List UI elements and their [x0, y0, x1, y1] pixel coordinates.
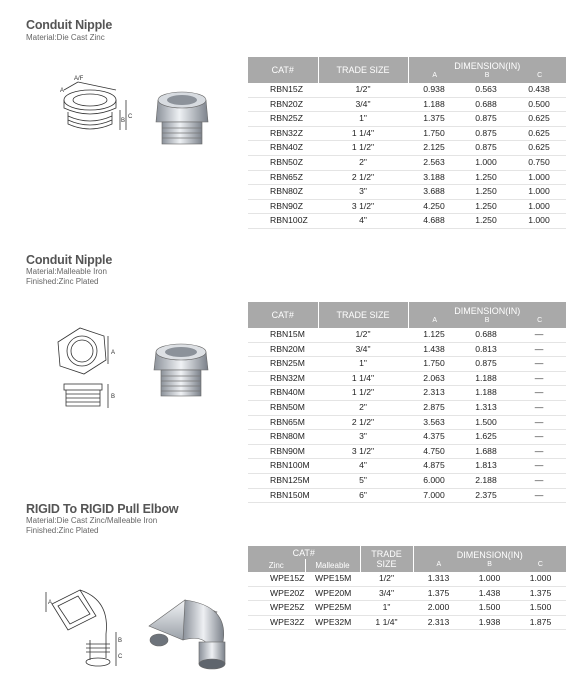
table-cell: 0.625 — [512, 112, 566, 127]
table-row — [248, 601, 566, 616]
table-cell: 2" — [318, 155, 408, 170]
table-cell: WPE15Z — [248, 572, 305, 586]
table-cell: 0.688 — [460, 328, 512, 342]
table-cell: 1.750 — [408, 126, 460, 141]
label-a: A — [48, 600, 53, 606]
table-cell: 1" — [318, 112, 408, 127]
table-cell: 3.188 — [408, 170, 460, 185]
table-row — [248, 459, 566, 474]
label-c: C — [118, 654, 123, 660]
table-row — [248, 386, 566, 401]
table-row — [248, 185, 566, 200]
table-row — [248, 170, 566, 185]
table-cell: 1.188 — [408, 97, 460, 112]
table-cell: WPE15M — [305, 572, 360, 586]
pull-elbow-drawing — [40, 582, 136, 674]
header-trade-size: TRADE SIZE — [318, 57, 408, 83]
table-cell: 1.250 — [460, 199, 512, 214]
table-cell: 1.250 — [460, 185, 512, 200]
table-row — [248, 97, 566, 112]
table-cell: RBN20M — [248, 342, 318, 357]
nipple-iron-photo — [150, 340, 212, 408]
table-cell: 1.500 — [464, 601, 515, 616]
table-row — [248, 473, 566, 488]
table-row — [248, 342, 566, 357]
table-cell: — — [512, 371, 566, 386]
table-cell: RBN65Z — [248, 170, 318, 185]
table-cell: 1.813 — [460, 459, 512, 474]
table-cell: 2 1/2" — [318, 415, 408, 430]
header-cat: CAT# — [248, 57, 318, 83]
table-cell: 2.313 — [413, 615, 464, 630]
table-cell: WPE32M — [305, 615, 360, 630]
table-cell: 1/2" — [318, 328, 408, 342]
table-cell: 1.000 — [460, 155, 512, 170]
table-cell: RBN25Z — [248, 112, 318, 127]
table-cell: 2 1/2" — [318, 170, 408, 185]
table-row — [248, 83, 566, 97]
table-row — [248, 357, 566, 372]
table-cell: 2.000 — [413, 601, 464, 616]
label-a: A — [111, 350, 116, 356]
table-cell: 1.375 — [515, 586, 566, 601]
table-cell: RBN100Z — [248, 214, 318, 229]
table-cell: 1.000 — [512, 170, 566, 185]
table-cell: RBN150M — [248, 488, 318, 503]
table-cell: 1/2" — [360, 572, 413, 586]
table-cell: 1.375 — [408, 112, 460, 127]
table-cell: 7.000 — [408, 488, 460, 503]
table-cell: 0.688 — [460, 97, 512, 112]
table-cell: RBN40M — [248, 386, 318, 401]
table-cell: — — [512, 473, 566, 488]
table-cell: 2.188 — [460, 473, 512, 488]
table-cell: 3.563 — [408, 415, 460, 430]
table-cell: RBN32Z — [248, 126, 318, 141]
table-cell: 1.188 — [460, 371, 512, 386]
table-cell: RBN20Z — [248, 97, 318, 112]
table-cell: WPE32Z — [248, 615, 305, 630]
table-row — [248, 112, 566, 127]
table-cell: 3/4" — [360, 586, 413, 601]
table-cell: RBN25M — [248, 357, 318, 372]
table-cell: 0.813 — [460, 342, 512, 357]
table-cell: 1.188 — [460, 386, 512, 401]
table-cell: 2.125 — [408, 141, 460, 156]
table-cell: 3" — [318, 430, 408, 445]
table-cell: RBN32M — [248, 371, 318, 386]
label-c: C — [128, 114, 133, 120]
table-cell: RBN80Z — [248, 185, 318, 200]
table-cell: 0.875 — [460, 357, 512, 372]
spec-table-iron-nipple — [248, 302, 566, 503]
table-cell: 1" — [318, 357, 408, 372]
header-dimension: DIMENSION(IN) A B C — [408, 57, 566, 83]
header-cat: CAT# — [248, 302, 318, 328]
table-row — [248, 155, 566, 170]
table-cell: WPE20M — [305, 586, 360, 601]
table-cell: RBN80M — [248, 430, 318, 445]
table-cell: 1.938 — [464, 615, 515, 630]
section-1-title: Conduit Nipple — [26, 18, 113, 32]
table-cell: 1 1/2" — [318, 141, 408, 156]
table-cell: 4.688 — [408, 214, 460, 229]
table-cell: WPE20Z — [248, 586, 305, 601]
table-cell: RBN90M — [248, 444, 318, 459]
table-cell: 6" — [318, 488, 408, 503]
table-cell: 1.250 — [460, 170, 512, 185]
table-cell: 1.313 — [460, 400, 512, 415]
spec-rows — [248, 328, 566, 503]
nipple-zinc-drawing — [40, 72, 140, 157]
table-cell: — — [512, 430, 566, 445]
table-cell: 1.250 — [460, 214, 512, 229]
table-cell: 3" — [318, 185, 408, 200]
table-row — [248, 126, 566, 141]
label-b: B — [121, 118, 126, 124]
table-cell: 1.000 — [512, 185, 566, 200]
header-cat: CAT# — [248, 546, 360, 559]
table-row — [248, 615, 566, 630]
table-row — [248, 371, 566, 386]
table-cell: 0.875 — [460, 141, 512, 156]
table-cell: 4.375 — [408, 430, 460, 445]
table-cell: 2.375 — [460, 488, 512, 503]
table-cell: 2.313 — [408, 386, 460, 401]
table-cell: 3/4" — [318, 97, 408, 112]
table-cell: 1.000 — [515, 572, 566, 586]
table-cell: 1 1/4" — [318, 371, 408, 386]
section-3-title: RIGID To RIGID Pull Elbow — [26, 502, 179, 516]
pull-elbow-photo — [145, 586, 233, 676]
table-cell: 4" — [318, 459, 408, 474]
table-cell: 0.438 — [512, 83, 566, 97]
table-cell: 0.625 — [512, 126, 566, 141]
spec-rows — [248, 572, 566, 630]
label-a: A — [60, 88, 65, 94]
table-cell: 0.938 — [408, 83, 460, 97]
label-b: B — [111, 394, 116, 400]
table-row — [248, 214, 566, 229]
table-cell: — — [512, 342, 566, 357]
table-row — [248, 400, 566, 415]
table-cell: 1.438 — [408, 342, 460, 357]
table-cell: 3.688 — [408, 185, 460, 200]
table-cell: 1 1/4" — [318, 126, 408, 141]
table-cell: 6.000 — [408, 473, 460, 488]
table-cell: 0.625 — [512, 141, 566, 156]
table-cell: 4" — [318, 214, 408, 229]
table-row — [248, 430, 566, 445]
header-trade-size: TRADE SIZE — [360, 546, 413, 572]
nipple-iron-drawing — [38, 322, 134, 422]
table-cell: 1.375 — [413, 586, 464, 601]
table-cell: 3/4" — [318, 342, 408, 357]
spec-rows — [248, 83, 566, 228]
table-cell: 3 1/2" — [318, 199, 408, 214]
table-cell: 2" — [318, 400, 408, 415]
table-cell: WPE25M — [305, 601, 360, 616]
table-cell: 0.875 — [460, 112, 512, 127]
table-cell: RBN125M — [248, 473, 318, 488]
table-cell: 1.500 — [460, 415, 512, 430]
table-row — [248, 586, 566, 601]
table-cell: 1.125 — [408, 328, 460, 342]
table-cell: 0.875 — [460, 126, 512, 141]
table-cell: 1.000 — [464, 572, 515, 586]
table-cell: RBN40Z — [248, 141, 318, 156]
table-cell: 1 1/2" — [318, 386, 408, 401]
label-af: A/F — [74, 76, 84, 82]
section-2-title: Conduit Nipple — [26, 253, 113, 267]
table-row — [248, 444, 566, 459]
table-cell: 4.750 — [408, 444, 460, 459]
table-cell: — — [512, 444, 566, 459]
table-cell: 1.688 — [460, 444, 512, 459]
header-dimension: DIMENSION(IN) A B C — [413, 546, 566, 572]
table-cell: — — [512, 488, 566, 503]
table-cell: 1.500 — [515, 601, 566, 616]
table-row — [248, 199, 566, 214]
section-2-material: Material:Malleable Iron — [26, 267, 107, 276]
table-row — [248, 141, 566, 156]
table-cell: 1/2" — [318, 83, 408, 97]
table-cell: RBN15Z — [248, 83, 318, 97]
table-cell: RBN50Z — [248, 155, 318, 170]
table-row — [248, 415, 566, 430]
table-cell: RBN15M — [248, 328, 318, 342]
table-cell: WPE25Z — [248, 601, 305, 616]
section-3-finish: Finished:Zinc Plated — [26, 526, 99, 535]
table-cell: 3 1/2" — [318, 444, 408, 459]
table-cell: 1.875 — [515, 615, 566, 630]
table-cell: — — [512, 415, 566, 430]
table-cell: 1.000 — [512, 214, 566, 229]
table-cell: 2.063 — [408, 371, 460, 386]
table-cell: RBN50M — [248, 400, 318, 415]
table-cell: 2.563 — [408, 155, 460, 170]
header-trade-size: TRADE SIZE — [318, 302, 408, 328]
table-cell: 1.750 — [408, 357, 460, 372]
header-dimension: DIMENSION(IN) A B C — [408, 302, 566, 328]
table-cell: RBN90Z — [248, 199, 318, 214]
table-cell: 5" — [318, 473, 408, 488]
table-cell: RBN100M — [248, 459, 318, 474]
table-cell: — — [512, 400, 566, 415]
table-cell: 1.438 — [464, 586, 515, 601]
header-malleable: Malleable — [305, 559, 360, 572]
table-cell: 4.250 — [408, 199, 460, 214]
table-cell: 0.563 — [460, 83, 512, 97]
table-cell: 1.000 — [512, 199, 566, 214]
table-cell: RBN65M — [248, 415, 318, 430]
header-zinc: Zinc — [248, 559, 305, 572]
table-cell: — — [512, 328, 566, 342]
table-cell: — — [512, 386, 566, 401]
nipple-zinc-photo — [150, 86, 214, 156]
table-cell: 1.313 — [413, 572, 464, 586]
section-2-finish: Finished:Zinc Plated — [26, 277, 99, 286]
table-cell: 1" — [360, 601, 413, 616]
spec-table-zinc-nipple — [248, 57, 566, 229]
table-row — [248, 488, 566, 503]
table-cell: 0.500 — [512, 97, 566, 112]
table-row — [248, 328, 566, 342]
table-row — [248, 572, 566, 586]
table-cell: 2.875 — [408, 400, 460, 415]
table-cell: 0.750 — [512, 155, 566, 170]
table-cell: 1.625 — [460, 430, 512, 445]
table-cell: 1 1/4" — [360, 615, 413, 630]
table-cell: — — [512, 459, 566, 474]
spec-table-pull-elbow — [248, 546, 566, 630]
table-cell: — — [512, 357, 566, 372]
label-b: B — [118, 638, 123, 644]
section-1-material: Material:Die Cast Zinc — [26, 33, 105, 42]
section-3-material: Material:Die Cast Zinc/Malleable Iron — [26, 516, 158, 525]
table-cell: 4.875 — [408, 459, 460, 474]
